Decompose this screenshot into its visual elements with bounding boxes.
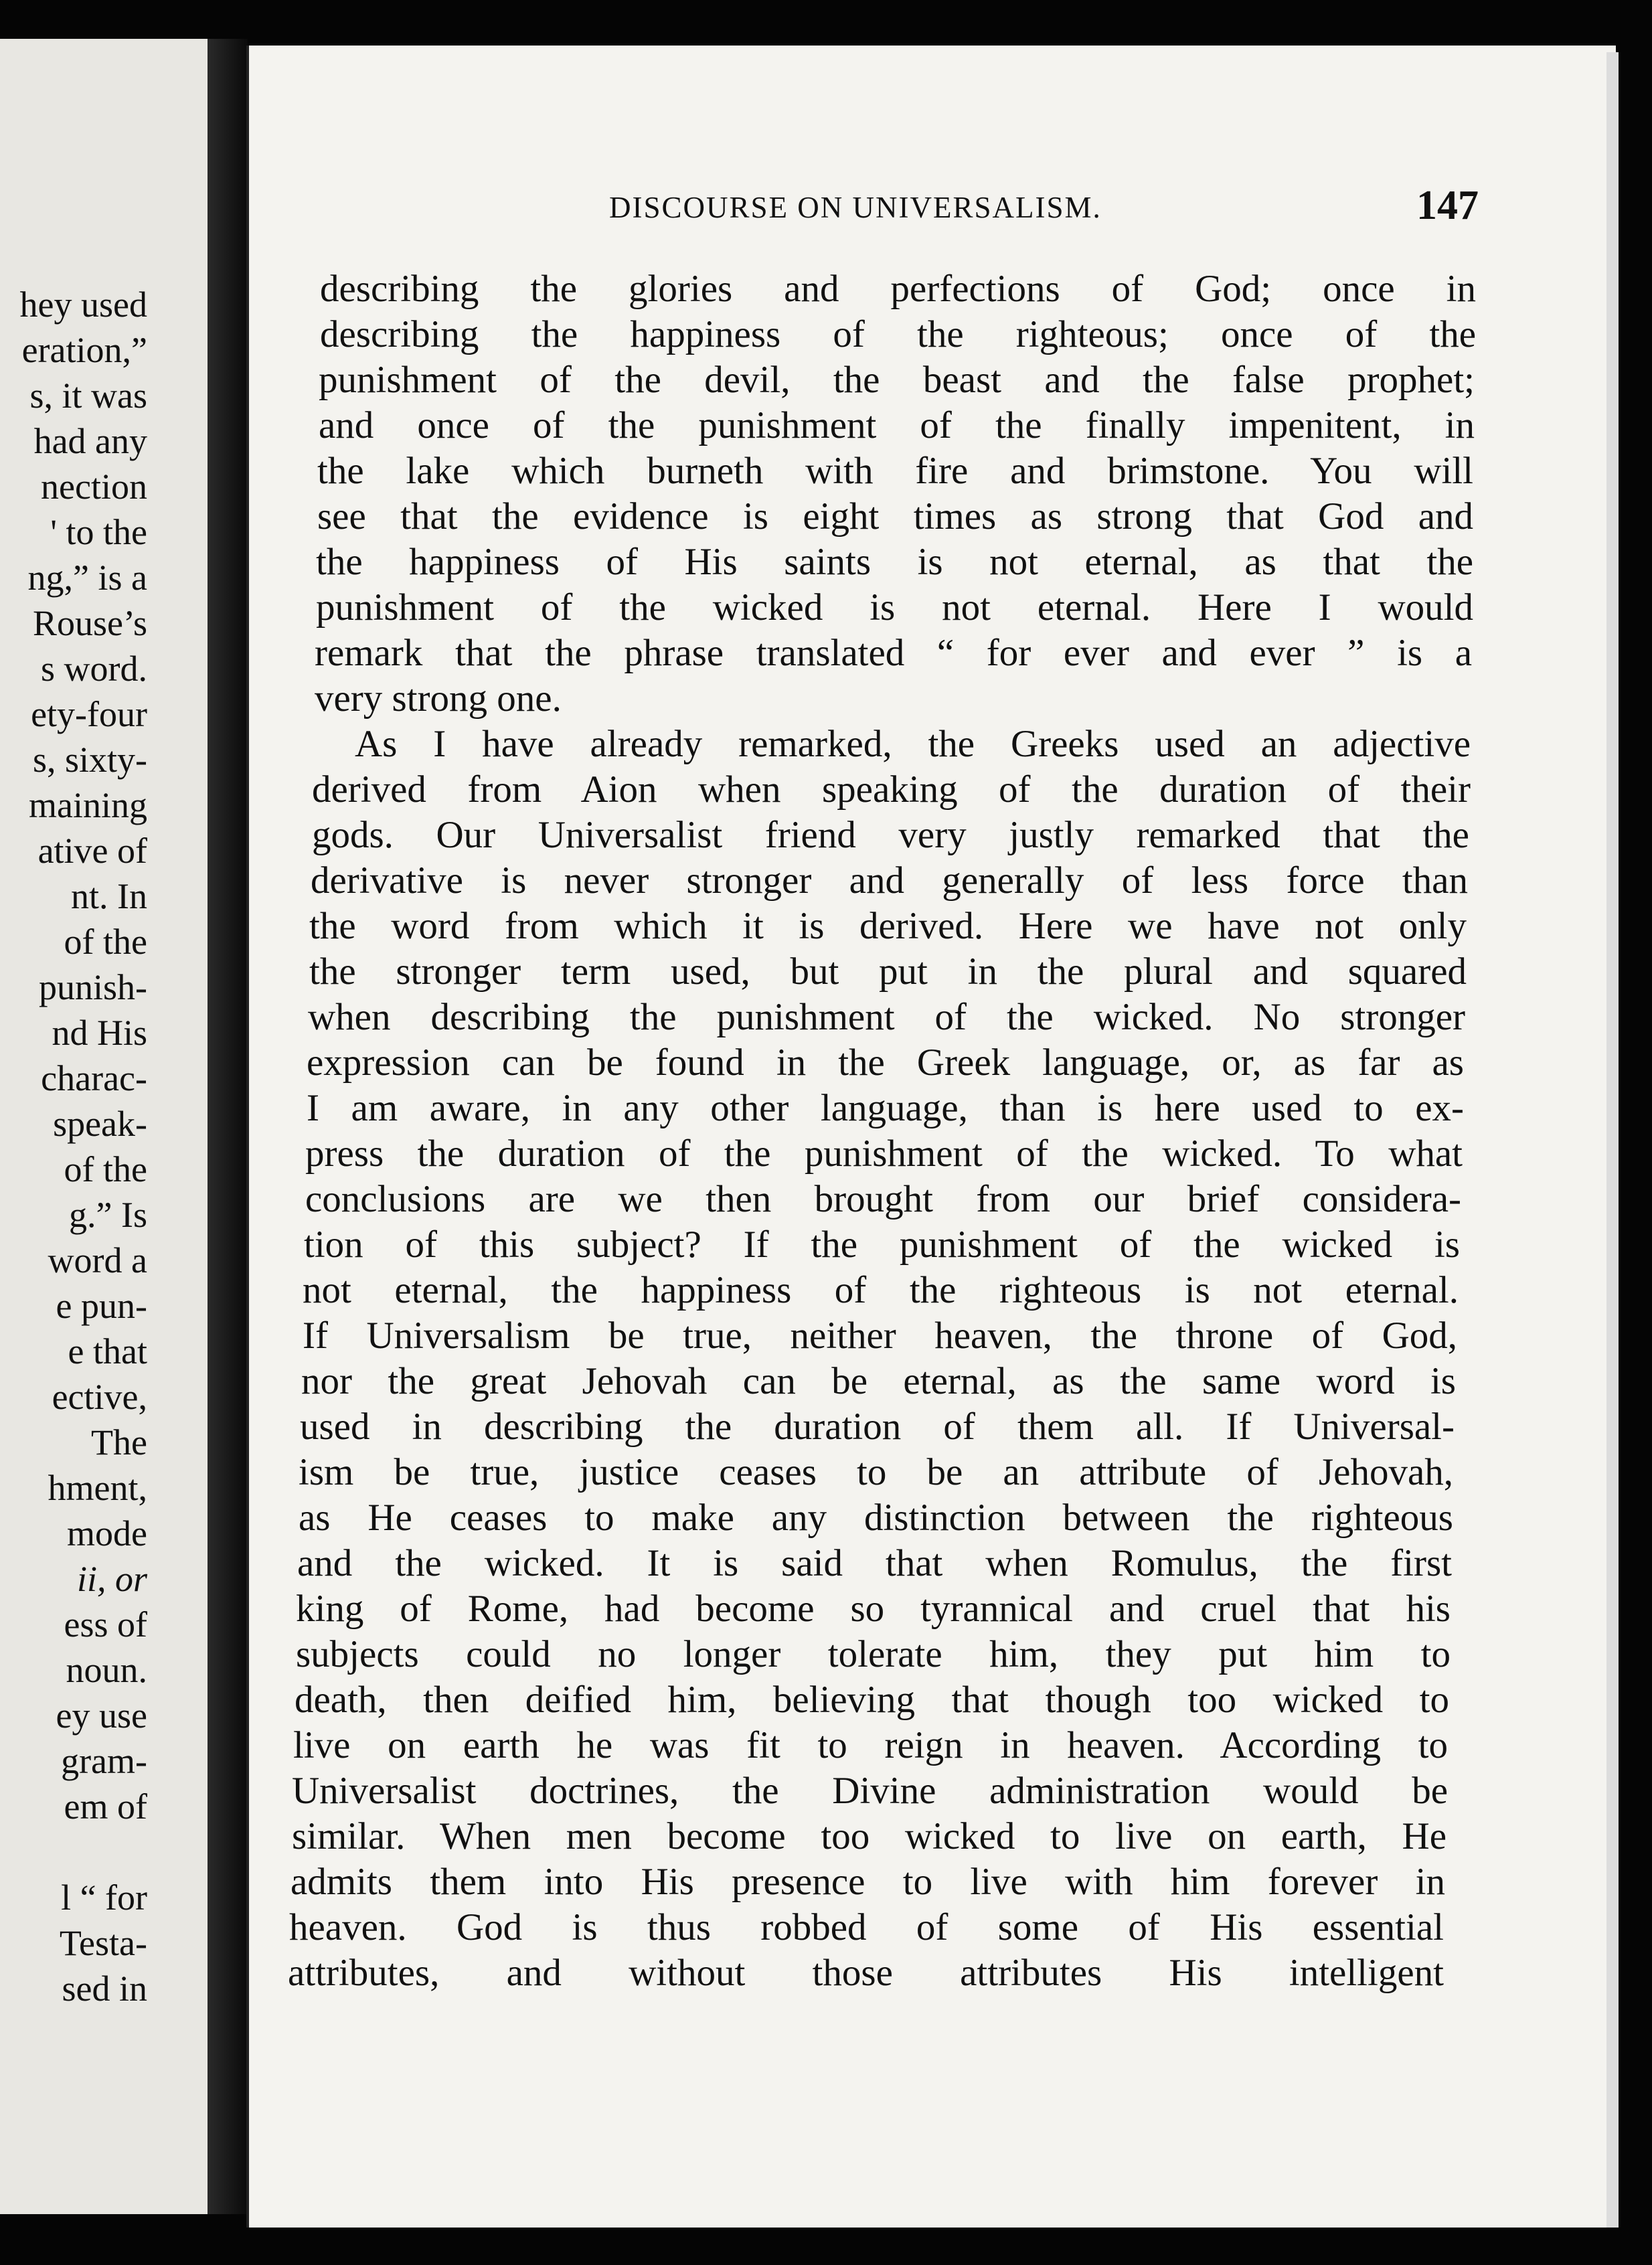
- left-page-line: ng,” is a: [27, 558, 147, 598]
- text-line: I am aware, in any other language, than is here used to ex-: [307, 1087, 1464, 1129]
- left-page-line: ess of: [64, 1604, 147, 1645]
- text-line: subjects could no longer tolerate him, they put him to: [296, 1633, 1451, 1675]
- left-page-line: l “ for: [61, 1877, 147, 1918]
- text-line: and the wicked. It is said that when Romulus, the first: [297, 1542, 1452, 1584]
- left-page-line: nection: [41, 467, 147, 507]
- text-line: as He ceases to make any distinction between the righteous: [299, 1497, 1453, 1539]
- left-page-line: eration,”: [21, 330, 147, 370]
- page-number: 147: [1416, 183, 1479, 228]
- left-page-line: The: [91, 1422, 147, 1462]
- left-page-fragment: [0, 39, 220, 2214]
- text-line: derived from Aion when speaking of the duration of their: [312, 768, 1471, 811]
- text-line: see that the evidence is eight times as strong that God and: [317, 495, 1473, 537]
- text-line: ism be true, justice ceases to be an attribute of Jehovah,: [299, 1451, 1453, 1493]
- left-page-line: charac-: [41, 1058, 147, 1098]
- left-page-line: speak-: [53, 1104, 147, 1144]
- text-line: the lake which burneth with fire and brimstone. You will: [317, 450, 1473, 492]
- text-line: heaven. God is thus robbed of some of His essential: [289, 1906, 1444, 1948]
- text-line: As I have already remarked, the Greeks used an adjective: [355, 723, 1471, 765]
- left-page-line: ective,: [52, 1377, 147, 1417]
- text-line: conclusions are we then brought from our brief considera-: [305, 1178, 1461, 1220]
- left-page-line: s word.: [41, 649, 147, 689]
- text-line: similar. When men become too wicked to live on earth, He: [292, 1815, 1447, 1857]
- left-page-line: e that: [68, 1331, 147, 1371]
- left-page-line: punish-: [39, 967, 147, 1007]
- page-edge: [1606, 52, 1619, 2228]
- text-line: expression can be found in the Greek language, or, as far as: [307, 1041, 1464, 1084]
- left-page-line: ey use: [56, 1695, 147, 1736]
- left-page-line: had any: [33, 421, 147, 461]
- text-line: not eternal, the happiness of the righteous is not eternal.: [303, 1269, 1459, 1311]
- text-line: the stronger term used, but put in the plural and squared: [309, 950, 1467, 993]
- book-gutter: [208, 39, 248, 2214]
- left-page-line: e pun-: [56, 1286, 147, 1326]
- text-line: press the duration of the punishment of the wicked. To what: [305, 1132, 1463, 1175]
- left-page-line: Testa-: [59, 1923, 147, 1963]
- text-line: the happiness of His saints is not eternal, as that the: [316, 541, 1473, 583]
- left-page-line: mode: [67, 1513, 147, 1554]
- left-page-line: nd His: [52, 1013, 147, 1053]
- left-page-line: sed in: [62, 1968, 147, 2009]
- text-line: Universalist doctrines, the Divine administration would be: [292, 1770, 1448, 1812]
- left-page-line: of the: [64, 1149, 147, 1189]
- text-line: death, then deified him, believing that though too wicked to: [295, 1679, 1449, 1721]
- text-line: describing the glories and perfections of God; once in: [320, 268, 1476, 310]
- text-line: used in describing the duration of them all. If Universal-: [300, 1406, 1455, 1448]
- text-line: when describing the punishment of the wicked. No stronger: [308, 996, 1465, 1038]
- text-line: derivative is never stronger and generally of less force than: [311, 859, 1468, 902]
- text-line: punishment of the devil, the beast and the false prophet;: [319, 359, 1475, 401]
- left-page-line: nt. In: [71, 876, 147, 916]
- left-page-line: Rouse’s: [32, 603, 147, 643]
- text-line: If Universalism be true, neither heaven, the throne of God,: [303, 1315, 1457, 1357]
- text-line: nor the great Jehovah can be eternal, as the same word is: [301, 1360, 1456, 1402]
- text-line: king of Rome, had become so tyrannical and cruel that his: [296, 1588, 1451, 1630]
- left-page-line: hment,: [48, 1468, 147, 1508]
- left-page-line: gram-: [61, 1741, 147, 1781]
- left-page-line: noun.: [66, 1650, 147, 1690]
- left-page-line: ii, or: [76, 1559, 147, 1599]
- text-line: very strong one.: [315, 677, 562, 720]
- left-page-line: ative of: [37, 831, 147, 871]
- left-page-line: s, it was: [29, 375, 147, 416]
- text-line: gods. Our Universalist friend very justly remarked that the: [312, 814, 1469, 856]
- page-header: [368, 155, 1479, 228]
- text-line: punishment of the wicked is not eternal. Here I would: [316, 586, 1473, 628]
- text-line: remark that the phrase translated “ for ever and ever ” is a: [315, 632, 1472, 674]
- text-line: describing the happiness of the righteous; once of the: [320, 313, 1476, 355]
- left-page-line: of the: [64, 922, 147, 962]
- text-line: the word from which it is derived. Here we have not only: [309, 905, 1467, 947]
- text-line: attributes, and without those attributes His intelligent: [288, 1952, 1444, 1994]
- left-page-line: s, sixty-: [32, 740, 147, 780]
- left-page-line: em of: [64, 1786, 147, 1827]
- left-page-line: hey used: [19, 284, 147, 325]
- text-line: admits them into His presence to live with him forever in: [291, 1861, 1445, 1903]
- left-page-line: ety-four: [31, 694, 147, 734]
- left-page-line: maining: [29, 785, 147, 825]
- left-page-line: ' to the: [50, 512, 147, 552]
- text-line: live on earth he was fit to reign in heaven. According to: [293, 1724, 1448, 1766]
- text-line: and once of the punishment of the finally impenitent, in: [319, 404, 1475, 446]
- left-page-line: g.” Is: [69, 1195, 147, 1235]
- text-line: tion of this subject? If the punishment of the wicked is: [304, 1224, 1460, 1266]
- running-head: DISCOURSE ON UNIVERSALISM.: [609, 191, 1102, 224]
- left-page-line: word a: [48, 1240, 147, 1280]
